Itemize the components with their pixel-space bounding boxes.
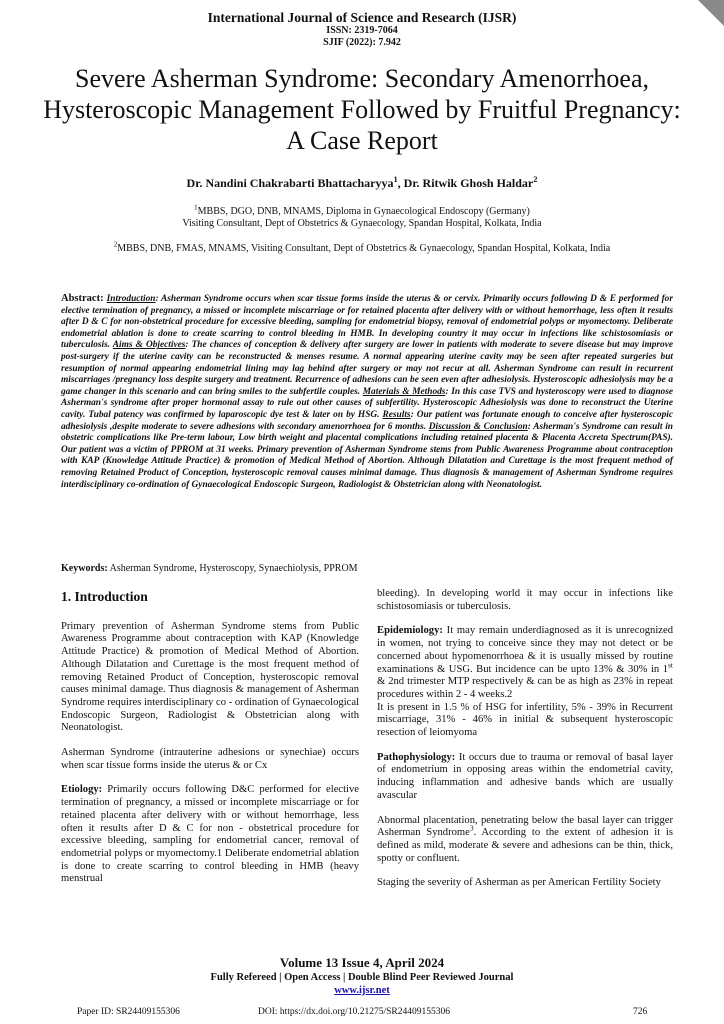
sjif: SJIF (2022): 7.942 — [323, 37, 401, 48]
aff2-sup: 2 — [113, 240, 118, 249]
affiliation-2 — [40, 240, 684, 255]
etiology-head: Etiology: — [61, 784, 103, 796]
epidemiology-head: Epidemiology: — [377, 625, 443, 637]
keywords-label: Keywords: — [61, 563, 108, 574]
journal-name: International Journal of Science and Research (IJSR) — [207, 10, 517, 25]
issn: ISSN: 2319-7064 — [326, 25, 398, 36]
doi-link[interactable]: DOI: https://dx.doi.org/10.21275/SR24409155306 — [258, 1007, 450, 1017]
abstract-label: Abstract: — [61, 293, 107, 304]
left-column — [61, 588, 359, 898]
abstract-intro-text: : Asherman Syndrome occurs when scar tissue forms inside the uterus & or cervix. Primarily occurs following D & E performed for elective termination of pregnancy, a missed or incomplete miscarriage or for retained placenta after delivery with or without hemorrhage, less often it results after D & C for non-obstetrical procedure for excessive bleeding, sampling for endometrial biopsy, removal of endometrial polyps or myomectomy. Deliberate endometrial ablation is done to create scarring to control bleeding in HMB. In developing country it may occur in infections like schistosomiasis or tuberculosis. — [61, 294, 673, 351]
epidemiology-sup: st — [668, 659, 673, 669]
aff1-sup: 1 — [194, 203, 198, 212]
abstract-results-head: Results — [382, 409, 411, 420]
placentation-text-a: Abnormal placentation, penetrating below the basal layer can trigger Asherman Syndrome — [377, 814, 673, 839]
journal-header — [0, 10, 724, 49]
paper-id: Paper ID: SR24409155306 — [77, 1007, 180, 1017]
aff2-line1: MBBS, DNB, FMAS, MNAMS, Visiting Consultant, Dept of Obstetrics & Gynaecology, Spandan Hospital, Kolkata, India — [117, 243, 611, 254]
author-2: Dr. Ritwik Ghosh Haldar — [403, 176, 534, 190]
author-1: Dr. Nandini Chakrabarti Bhattacharyya — [186, 176, 394, 190]
epidemiology-text-b: & 2nd trimester MTP respectively & can be as high as 23% in repeat procedures within 2 - 4 weeks.2 — [377, 676, 673, 700]
placentation-sup: 3 — [469, 823, 474, 833]
abstract-aims-head: Aims & Objectives — [112, 340, 186, 351]
intro-paragraph-2: Asherman Syndrome (intrauterine adhesions or synechiae) occurs when scar tissue forms inside the uterus & or Cx — [61, 747, 359, 771]
keywords — [61, 563, 673, 574]
author-2-sup: 2 — [533, 175, 538, 184]
etiology-text: Primarily occurs following D&C performed for elective termination of pregnancy, a missed or incomplete miscarriage or for retained placenta after delivery with or without hemorrhage, less often it results after D & C for non - obstetrical procedure for excessive bleeding, sampling for endometrial cancer, removal of endometrial polyps or myomectomy.1 Deliberate endometrial ablation is done to create scarring to control bleeding in HMB (heavy menstrual — [61, 784, 359, 885]
abstract-methods-text: : In this case TVS and hysteroscopy were used to diagnose Asherman's syndrome after proper hormonal assay to rule out other causes of subfertility. Hysteroscopic Adhesiolysis was done to reconstruct the Uterine cavity. Tubal patency was confirmed by laparoscopic dye test & later on by HSG. — [61, 386, 673, 420]
journal-url-link[interactable]: www.ijsr.net — [334, 985, 390, 996]
placentation-text-b: . According to the extent of adhesion it is defined as mild, moderate & severe and adhesions can be thin, thick, spotty or confluent. — [377, 827, 673, 864]
paper-title: Severe Asherman Syndrome: Secondary Amenorrhoea, Hysteroscopic Management Followed by Fruitful Pregnancy: A Case Report — [43, 64, 681, 155]
page-number: 726 — [633, 1007, 648, 1017]
staging-paragraph: Staging the severity of Asherman as per American Fertility Society — [377, 877, 661, 889]
pathophysiology-head: Pathophysiology: — [377, 751, 456, 763]
abstract-discussion-text: : Asherman's Syndrome can result in obstetric complications like Pre-term labour, Low birth weight and placental complications including retained placenta & Placenta Accreta Spectrum(PAS). Our patient was a victim of PPROM at 31 weeks. Primary prevention of Asherman Syndrome stems from Public Awareness Programme about contraception with KAP (Knowledge Attitude Practice) & promotion of Medical Method of Abortion. Although Dilatation and Curettage is the most frequent method of removing Retained Product of Conception, hysteroscopic removal causes minimal damage. Thus diagnosis & management of Asherman Syndrome requires interdisciplinary co-ordination of Gynaecological Endoscopic Surgeon, Radiologist & Obstetrician along with Neonatologist. — [61, 421, 673, 490]
epidemiology-paragraph-2: It is present in 1.5 % of HSG for infertility, 5% - 39% in Recurrent miscarriage, 31% - 46% in initial & subsequent hysteroscopic resection of leiomyoma — [377, 701, 673, 739]
author-line — [0, 176, 724, 191]
footer — [0, 955, 724, 997]
abstract-aims-text: : The chances of conception & delivery after surgery are lower in patients with moderate to severe disease but may improve post-surgery if the uterine cavity can be reconstructed & menses resume. A normal appearing uterine cavity may be seen after repeated surgeries but resumption of normal appearing endometrial lining may lag behind after surgery or may not recur at all. Asherman Syndrome can result in recurrent miscarriages /pregnancy loss despite surgery and treatment. Recurrence of adhesions can be seen even after adhesiolysis. Hysteroscopic adhesiolysis may be a game changer in this scenario and can bring smiles to the subfertile couples. — [61, 340, 673, 397]
abstract-discussion-head: Discussion & Conclusion — [428, 421, 528, 432]
review-statement: Fully Refereed | Open Access | Double Blind Peer Reviewed Journal — [210, 972, 514, 983]
epidemiology-text-a: It may remain underdiagnosed as it is unrecognized in women, not trying to conceive since they may not detect or be concerned about hypomenorrhoea & it is usually missed by routine examinations & USG. But incidence can be upto 13% & 30% in 1 — [377, 625, 673, 675]
aff1-line1: MBBS, DGO, DNB, MNAMS, Diploma in Gynaecological Endoscopy (Germany) — [197, 206, 530, 217]
section-heading-introduction: 1. Introduction — [61, 589, 148, 604]
aff1-line2: Visiting Consultant, Dept of Obstetrics & Gynaecology, Spandan Hospital, Kolkata, India — [182, 218, 542, 229]
pathophysiology-paragraph — [377, 752, 673, 803]
epidemiology-paragraph — [377, 625, 673, 701]
right-column — [377, 588, 673, 902]
pathophysiology-text: It occurs due to trauma or removal of basal layer of endometrium in opposing areas within the endometrial cavity, inducing inflammation and adhesive bands which are usually avascular — [377, 751, 673, 801]
abstract-intro-head: Introduction — [106, 294, 156, 304]
author-1-sup: 1 — [393, 175, 398, 184]
volume-issue: Volume 13 Issue 4, April 2024 — [279, 955, 445, 970]
affiliation-1 — [40, 203, 684, 230]
abstract-results-text: : Our patient was fortunate enough to conceive after hysteroscopic adhesiolysis ,despite moderate to severe adhesions with secondary amenorrhoea for 6 months. — [61, 409, 673, 432]
continued-paragraph: bleeding). In developing world it may occur in infections like schistosomiasis or tuberculosis. — [377, 588, 673, 612]
placentation-paragraph — [377, 815, 673, 866]
intro-paragraph-1: Primary prevention of Asherman Syndrome stems from Public Awareness Programme about contraception with KAP (Knowledge Attitude Practice) & promotion of Medical Method of Abortion. Although Dilatation and Curettage is the most frequent method of removing Retained Product of Conception, hysteroscopic removal causes minimal damage. Thus diagnosis & management of Asherman Syndrome requires interdisciplinary co - ordination of Gynaecological Endoscopic Surgeon, Radiologist & Obstetrician along with Neonatologist. — [61, 620, 360, 734]
author-separator: , — [397, 176, 404, 190]
etiology-paragraph — [61, 784, 359, 886]
keywords-text: Asherman Syndrome, Hysteroscopy, Synaechiolysis, PPROM — [107, 563, 358, 574]
abstract — [61, 293, 673, 491]
abstract-methods-head: Materials & Methods — [362, 386, 446, 397]
